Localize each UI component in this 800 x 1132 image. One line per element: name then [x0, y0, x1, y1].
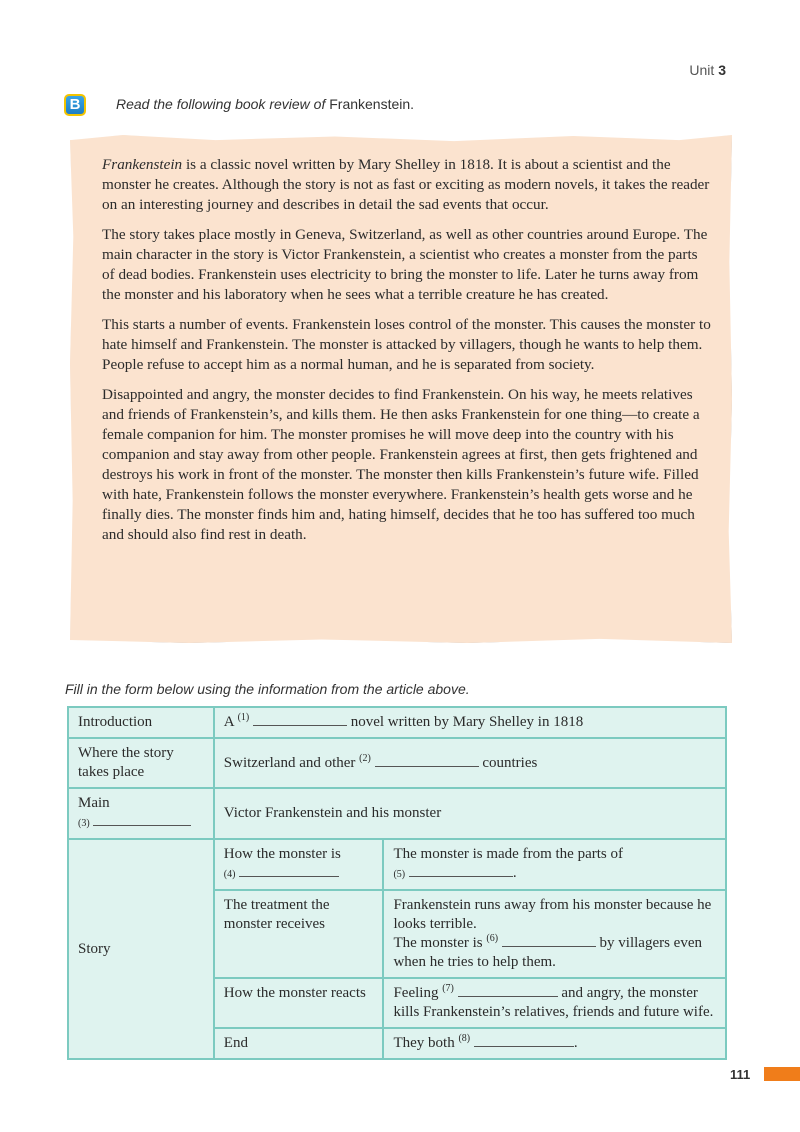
blank-6[interactable]	[502, 934, 596, 947]
blank-7[interactable]	[458, 984, 558, 997]
treatment-answer: Frankenstein runs away from his monster because he looks terrible. The monster is $^{(6)}$ by villagers even when he tries to help them.	[383, 890, 726, 978]
page-number: 111	[730, 1067, 751, 1082]
section-instruction: Read the following book review of Frankenstein.	[116, 96, 415, 112]
form-instruction: Fill in the form below using the information from the article above.	[65, 681, 470, 697]
reacts-answer: Feeling $^{(7)}$ and angry, the monster kills Frankenstein’s relatives, friends and future wife.	[383, 978, 726, 1028]
treatment-label: The treatment the monster receives	[214, 890, 384, 978]
story-label: Story	[68, 839, 214, 1059]
blank-5[interactable]	[409, 864, 513, 877]
unit-number: 3	[718, 62, 726, 78]
story-form	[67, 706, 727, 1060]
place-answer: Switzerland and other $^{(2)}$ countries	[214, 738, 726, 788]
page-tab-bar	[764, 1067, 800, 1081]
book-title: Frankenstein.	[325, 96, 415, 112]
form-row-introduction	[68, 707, 726, 738]
unit-label: Unit 3	[689, 62, 726, 78]
form-row-place	[68, 738, 726, 788]
review-paragraph-1: Frankenstein is a classic novel written by Mary Shelley in 1818. It is about a scientist and the monster he creates. Although the story is not as fast or exciting as modern novels, it takes the reader on an interesting journey and describes in detail the sad events that occur.	[102, 156, 710, 213]
review-first-word: Frankenstein	[102, 156, 183, 173]
section-badge: B	[64, 94, 86, 116]
form-row-main	[68, 788, 726, 839]
place-label: Where the story takes place	[68, 738, 214, 788]
blank-1[interactable]	[253, 713, 347, 726]
end-label: End	[214, 1028, 384, 1059]
review-paragraph-2: The story takes place mostly in Geneva, Switzerland, as well as other countries around Europe. The main character in the story is Victor Frankenstein, a scientist who creates a monster from the parts of dead bodies. Frankenstein uses electricity to bring the monster to life. Later he turns away from the monster and his laboratory when he sees what a terrible creature he has created.	[102, 226, 708, 303]
book-review	[102, 155, 712, 555]
review-paragraph-4: Disappointed and angry, the monster decides to find Frankenstein. On his way, he meets relatives and friends of Frankenstein’s, and kills them. He then asks Frankenstein for one thing—to create a female companion for him. The monster promises he will move deep into the country with his companion and stay away from other people. Frankenstein agrees at first, then gets frightened and destroys his work in front of the monster. The monster then kills Frankenstein’s future wife. Filled with hate, Frankenstein follows the monster everywhere. Frankenstein’s health gets worse and he finally dies. The monster finds him and, hating himself, decides that he too has suffered too much and should also find rest in death.	[102, 386, 700, 543]
how-is-answer: The monster is made from the parts of (5) .	[383, 839, 726, 890]
intro-label: Introduction	[68, 707, 214, 738]
blank-2[interactable]	[375, 754, 479, 767]
form-row-how-is	[68, 839, 726, 890]
main-answer: Victor Frankenstein and his monster	[214, 788, 726, 839]
blank-4[interactable]	[239, 864, 339, 877]
review-paragraph-3: This starts a number of events. Frankenstein loses control of the monster. This causes the monster to hate himself and Frankenstein. The monster is attacked by villagers, though he wants to help them. People refuse to accept him as a normal human, and he is separated from society.	[102, 316, 711, 373]
reacts-label: How the monster reacts	[214, 978, 384, 1028]
main-label-cell: Main (3)	[68, 788, 214, 839]
how-is-label-cell: How the monster is (4)	[214, 839, 384, 890]
blank-8[interactable]	[474, 1034, 574, 1047]
blank-3[interactable]	[93, 813, 191, 826]
end-answer: They both $^{(8)}$ .	[383, 1028, 726, 1059]
intro-answer: A $^{(1)}$ novel written by Mary Shelley in 1818	[214, 707, 726, 738]
